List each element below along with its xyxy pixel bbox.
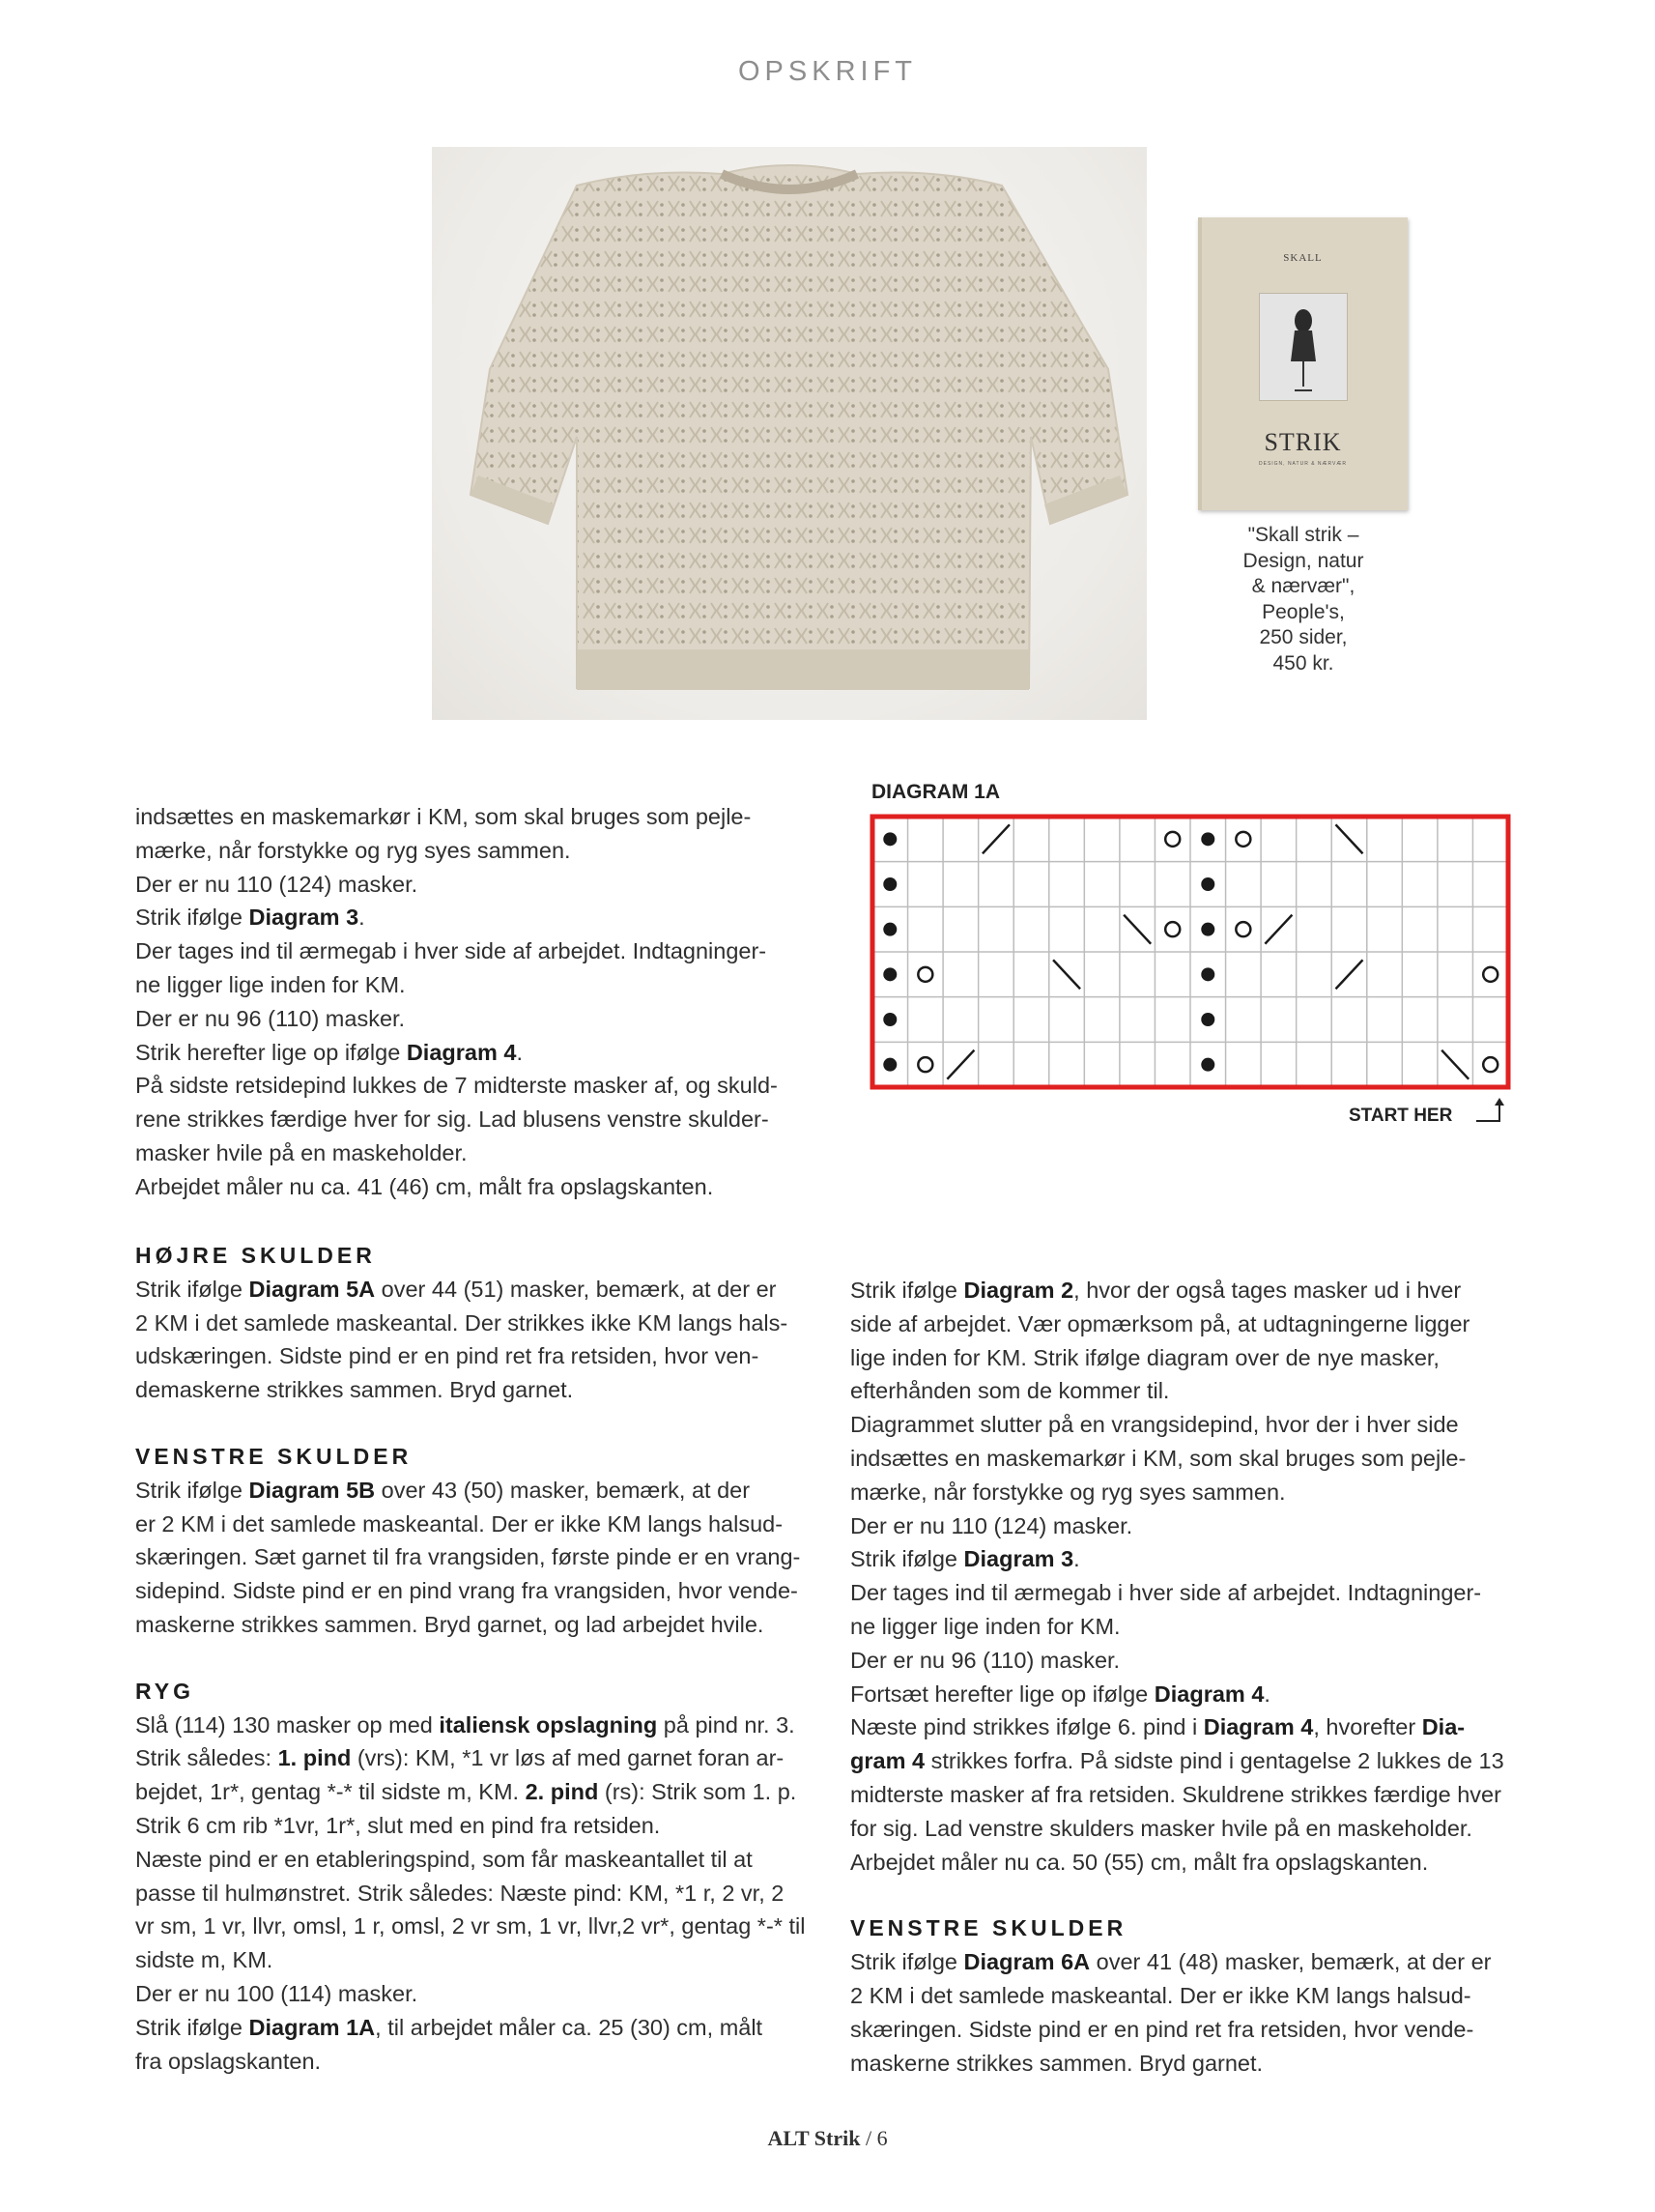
text-line: Strik 6 cm rib *1vr, 1r*, slut med en pind fra retsiden. bbox=[135, 1812, 661, 1838]
purl-dot-symbol bbox=[1201, 967, 1214, 981]
purl-dot-symbol bbox=[1201, 923, 1214, 936]
book-title: STRIK bbox=[1264, 428, 1342, 456]
section-heading-ryg: RYG bbox=[135, 1678, 194, 1704]
caption-line: 250 sider, bbox=[1259, 626, 1348, 648]
left-column bbox=[135, 1239, 831, 2078]
text-line: indsættes en maskemarkør i KM, som skal bruges som pejle- bbox=[135, 804, 752, 829]
text-line: vr sm, 1 vr, llvr, omsl, 1 r, omsl, 2 vr sm, 1 vr, llvr,2 vr*, gentag *-* til bbox=[135, 1913, 806, 1939]
text-line: passe til hulmønstret. Strik således: Næste pind: KM, *1 r, 2 vr, 2 bbox=[135, 1880, 785, 1906]
text-line: Fortsæt herefter lige op ifølge Diagram 4. bbox=[850, 1681, 1270, 1707]
text-line: Der er nu 96 (110) masker. bbox=[135, 1005, 406, 1031]
continuation-text bbox=[135, 800, 812, 1204]
sweater-illustration bbox=[432, 147, 1147, 720]
diagram-reference: Diagram 3 bbox=[248, 905, 359, 931]
purl-dot-symbol bbox=[883, 877, 897, 891]
purl-dot-symbol bbox=[883, 967, 897, 981]
diagram-reference: Diagram 5A bbox=[248, 1276, 376, 1302]
text-line: Der er nu 110 (124) masker. bbox=[135, 871, 418, 897]
section-heading-venstre-skulder: VENSTRE SKULDER bbox=[135, 1443, 413, 1469]
page-footer bbox=[0, 2126, 1655, 2151]
text-line: Der er nu 96 (110) masker. bbox=[850, 1647, 1121, 1673]
text-line: skæringen. Sidste pind er en pind ret fra retsiden, hvor vende- bbox=[850, 2016, 1474, 2042]
text-line: Næste pind strikkes ifølge 6. pind i Diagram 4, hvorefter Dia- bbox=[850, 1714, 1466, 1740]
row-reference: 2. pind bbox=[525, 1779, 599, 1805]
text-line: Der tages ind til ærmegab i hver side af arbejdet. Indtagninger- bbox=[850, 1580, 1482, 1606]
text-line: Strik herefter lige op ifølge Diagram 4. bbox=[135, 1039, 523, 1065]
text-line: Arbejdet måler nu ca. 41 (46) cm, målt fra opslagskanten. bbox=[135, 1173, 714, 1199]
right-column bbox=[850, 1274, 1546, 2080]
purl-dot-symbol bbox=[1201, 1013, 1214, 1026]
diagram-reference: Diagram 3 bbox=[963, 1546, 1074, 1572]
text-line: masker hvile på en maskeholder. bbox=[135, 1139, 468, 1165]
text-line: sidepind. Sidste pind er en pind vrang fra vrangsiden, hvor vende- bbox=[135, 1578, 798, 1604]
text-line: Arbejdet måler nu ca. 50 (55) cm, målt fra opslagskanten. bbox=[850, 1849, 1429, 1875]
purl-dot-symbol bbox=[883, 832, 897, 846]
text-line: Næste pind er en etableringspind, som får maskeantallet til at bbox=[135, 1846, 753, 1872]
text-line: 2 KM i det samlede maskeantal. Der strikkes ikke KM langs hals- bbox=[135, 1309, 788, 1336]
text-line: demaskerne strikkes sammen. Bryd garnet. bbox=[135, 1377, 574, 1403]
diagram-reference: Diagram 2 bbox=[963, 1278, 1074, 1303]
section-label: OPSKRIFT bbox=[737, 56, 917, 87]
diagram-reference: Diagram 4 bbox=[1154, 1681, 1265, 1707]
purl-dot-symbol bbox=[883, 923, 897, 936]
text-line: Diagrammet slutter på en vrangsidepind, hvor der i hver side bbox=[850, 1412, 1459, 1438]
spacer bbox=[135, 1642, 831, 1675]
book-cover bbox=[1198, 217, 1408, 510]
section-heading-venstre-skulder: VENSTRE SKULDER bbox=[850, 1915, 1127, 1941]
purl-dot-symbol bbox=[1201, 832, 1214, 846]
text-line: maskerne strikkes sammen. Bryd garnet. bbox=[850, 2050, 1264, 2076]
text-line: lige inden for KM. Strik ifølge diagram over de nye masker, bbox=[850, 1344, 1440, 1370]
caption-line: "Skall strik – bbox=[1247, 524, 1359, 546]
spacer bbox=[135, 1407, 831, 1440]
text-line: side af arbejdet. Vær opmærksom på, at udtagningerne ligger bbox=[850, 1310, 1470, 1336]
text-line: for sig. Lad venstre skulders masker hvile på en maskeholder. bbox=[850, 1815, 1472, 1841]
text-line: Strik ifølge Diagram 1A, til arbejdet måler ca. 25 (30) cm, målt bbox=[135, 2014, 763, 2040]
text-line: ne ligger lige inden for KM. bbox=[850, 1613, 1121, 1639]
section-heading-hojre-skulder: HØJRE SKULDER bbox=[135, 1243, 376, 1268]
spacer bbox=[850, 1879, 1546, 1911]
sweater-photo bbox=[432, 147, 1147, 720]
text-line: midterste masker af fra retsiden. Skuldrene strikkes færdige hver bbox=[850, 1781, 1501, 1807]
diagram-reference: Diagram 4 bbox=[1203, 1714, 1314, 1740]
text-line: skæringen. Sæt garnet til fra vrangsiden, første pinde er en vrang- bbox=[135, 1544, 801, 1570]
text-line: sidste m, KM. bbox=[135, 1947, 273, 1973]
knitting-diagram-1a bbox=[870, 814, 1511, 1090]
book-subtitle: DESIGN, NATUR & NÆRVÆR bbox=[1259, 461, 1347, 467]
diagram-reference: gram 4 bbox=[850, 1748, 926, 1774]
text-line: 2 KM i det samlede maskeantal. Der er ikke KM langs halsud- bbox=[850, 1982, 1471, 2008]
technique-reference: italiensk opslagning bbox=[439, 1711, 658, 1738]
text-line: Slå (114) 130 masker op med italiensk opslagning på pind nr. 3. bbox=[135, 1711, 795, 1738]
text-line: Strik ifølge Diagram 5B over 43 (50) masker, bemærk, at der bbox=[135, 1477, 751, 1503]
text-line: Strik ifølge Diagram 3. bbox=[135, 905, 365, 931]
dress-form-icon bbox=[1260, 294, 1347, 400]
text-line: indsættes en maskemarkør i KM, som skal bruges som pejle- bbox=[850, 1445, 1467, 1471]
text-line: Strik ifølge Diagram 6A over 41 (48) masker, bemærk, at der er bbox=[850, 1949, 1492, 1975]
diagram-title: DIAGRAM 1A bbox=[871, 781, 1001, 803]
text-line: mærke, når forstykke og ryg syes sammen. bbox=[850, 1479, 1286, 1505]
row-reference: 1. pind bbox=[277, 1745, 352, 1771]
caption-line: & nærvær", bbox=[1251, 575, 1355, 597]
diagram-reference: Diagram 1A bbox=[248, 2014, 376, 2040]
text-line: fra opslagskanten. bbox=[135, 2048, 322, 2074]
footer-separator: / bbox=[865, 2126, 872, 2150]
text-line: efterhånden som de kommer til. bbox=[850, 1378, 1170, 1404]
text-line: bejdet, 1r*, gentag *-* til sidste m, KM. 2. pind (rs): Strik som 1. p. bbox=[135, 1779, 797, 1805]
caption-line: 450 kr. bbox=[1272, 651, 1334, 675]
text-line: mærke, når forstykke og ryg syes sammen. bbox=[135, 837, 571, 863]
text-line: ne ligger lige inden for KM. bbox=[135, 971, 406, 997]
text-line: Strik ifølge Diagram 5A over 44 (51) masker, bemærk, at der er bbox=[135, 1276, 777, 1302]
magazine-name: ALT Strik bbox=[767, 2126, 861, 2150]
diagram-reference: Diagram 6A bbox=[963, 1949, 1091, 1975]
diagram-reference: Diagram 5B bbox=[248, 1477, 376, 1503]
start-arrow-icon bbox=[1474, 1096, 1507, 1125]
text-line: Strik således: 1. pind (vrs): KM, *1 vr løs af med garnet foran ar- bbox=[135, 1745, 785, 1771]
page-number: 6 bbox=[876, 2126, 888, 2150]
text-line: Der er nu 100 (114) masker. bbox=[135, 1980, 418, 2006]
diagram-reference: Dia- bbox=[1421, 1714, 1466, 1740]
diagram-reference: Diagram 4 bbox=[406, 1039, 517, 1065]
purl-dot-symbol bbox=[1201, 1058, 1214, 1072]
text-line: maskerne strikkes sammen. Bryd garnet, og lad arbejdet hvile. bbox=[135, 1611, 764, 1637]
text-line: er 2 KM i det samlede maskeantal. Der er ikke KM langs halsud- bbox=[135, 1510, 784, 1537]
book-small-title: SKALL bbox=[1283, 252, 1323, 264]
text-line: Strik ifølge Diagram 3. bbox=[850, 1546, 1080, 1572]
start-here-label: START HER bbox=[1349, 1106, 1453, 1126]
text-line: rene strikkes færdige hver for sig. Lad blusens venstre skulder- bbox=[135, 1106, 769, 1133]
purl-dot-symbol bbox=[883, 1058, 897, 1072]
text-line: udskæringen. Sidste pind er en pind ret fra retsiden, hvor ven- bbox=[135, 1343, 759, 1369]
book-caption bbox=[1219, 523, 1387, 676]
text-line: gram 4 strikkes forfra. På sidste pind i gentagelse 2 lukkes de 13 bbox=[850, 1748, 1504, 1774]
caption-line: Design, natur bbox=[1242, 549, 1364, 572]
caption-line: People's, bbox=[1262, 600, 1345, 623]
book-cover-image bbox=[1259, 293, 1348, 401]
text-line: Der er nu 110 (124) masker. bbox=[850, 1512, 1133, 1538]
purl-dot-symbol bbox=[1201, 877, 1214, 891]
text-line: Der tages ind til ærmegab i hver side af arbejdet. Indtagninger- bbox=[135, 938, 767, 964]
purl-dot-symbol bbox=[883, 1013, 897, 1026]
text-line: Strik ifølge Diagram 2, hvor der også tages masker ud i hver bbox=[850, 1278, 1462, 1303]
text-line: På sidste retsidepind lukkes de 7 midterste masker af, og skuld- bbox=[135, 1073, 778, 1099]
